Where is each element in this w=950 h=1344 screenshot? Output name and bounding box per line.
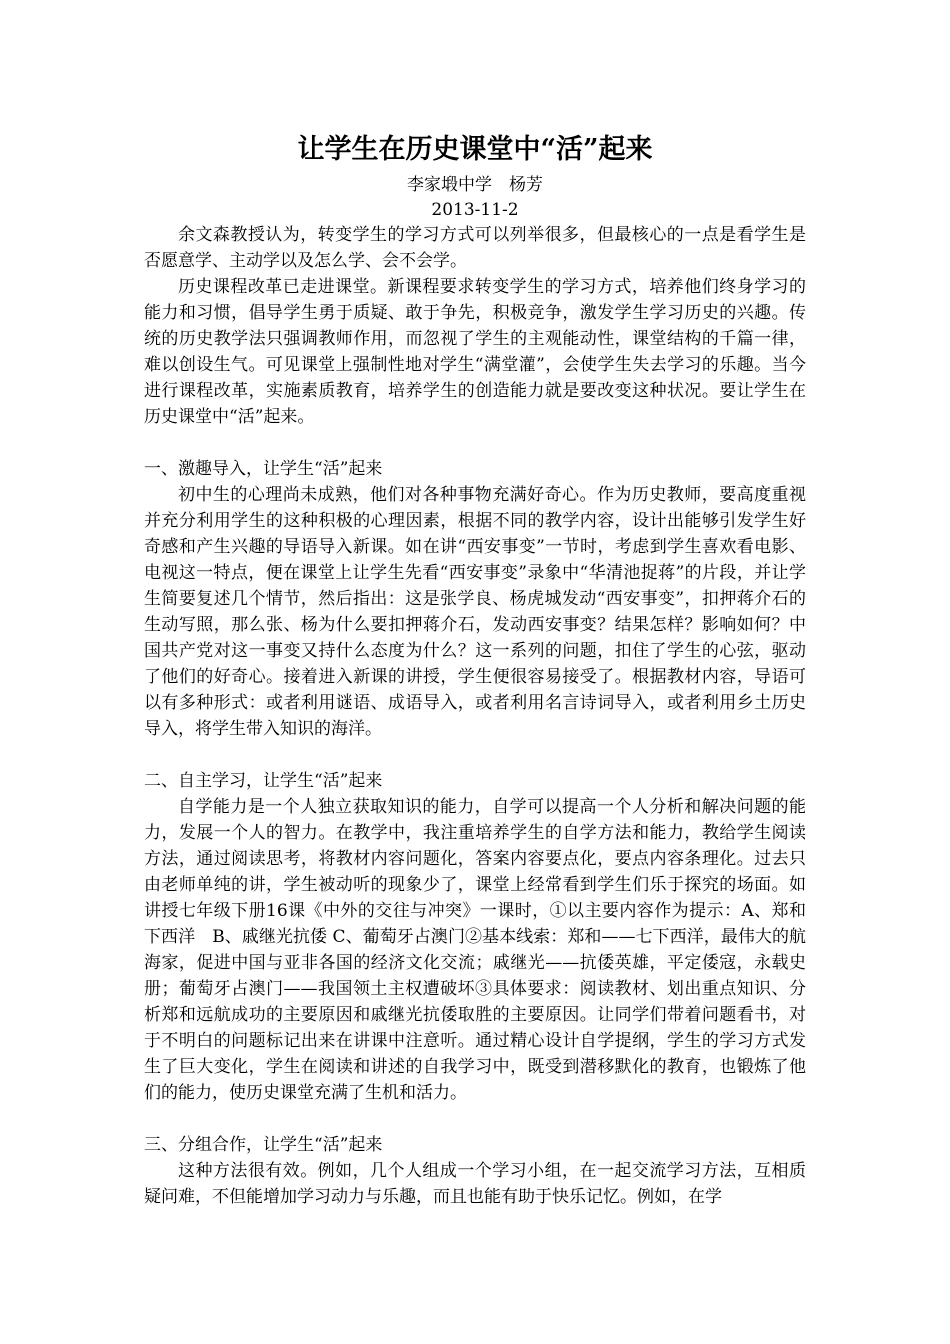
section-paragraph: 这种方法很有效。例如，几个人组成一个学习小组，在一起交流学习方法，互相质疑问难，不但能增加学习动力与乐趣，而且也能有助于快乐记忆。例如，在学 [144,1161,806,1207]
author-line: 李家塅中学 杨芳 [407,175,543,195]
date-line: 2013-11-2 [431,200,519,220]
intro-paragraph: 历史课程改革已走进课堂。新课程要求转变学生的学习方式，培养他们终身学习的能力和习惯，倡导学生勇于质疑、敢于争先，积极竞争，激发学生学习历史的兴趣。传统的历史教学法只强调教师作用，而忽视了学生的主观能动性，课堂结构的千篇一律，难以创设生气。可见课堂上强制性地对学生“满堂灌”，会使学生失去学习的乐趣。当今进行课程改革，实施素质教育，培养学生的创造能力就是要改变这种状况。要让学生在历史课堂中“活”起来。 [144,277,806,427]
section-heading: 二、自主学习，让学生“活”起来 [144,771,383,791]
section-heading: 一、激趣导入，让学生“活”起来 [144,459,383,479]
section-paragraph: 初中生的心理尚未成熟，他们对各种事物充满好奇心。作为历史教师，要高度重视并充分利用学生的这种积极的心理因素，根据不同的教学内容，设计出能够引发学生好奇感和产生兴趣的导语导入新课。如在讲“西安事变”一节时，考虑到学生喜欢看电影、电视这一特点，便在课堂上让学生先看“西安事变”录象中“华清池捉蒋”的片段，并让学生简要复述几个情节，然后指出：这是张学良、杨虎城发动“西安事变”，扣押蒋介石的生动写照，那么张、杨为什么要扣押蒋介石，发动西安事变？结果怎样？影响如何？中国共产党对这一事变又持什么态度为什么？这一系列的问题，扣住了学生的心弦，驱动了他们的好奇心。接着进入新课的讲授，学生便很容易接受了。根据教材内容，导语可以有多种形式：或者利用谜语、成语导入，或者利用名言诗词导入，或者利用乡土历史导入，将学生带入知识的海洋。 [144,485,806,739]
intro-paragraph: 余文森教授认为，转变学生的学习方式可以列举很多，但最核心的一点是看学生是否愿意学、主动学以及怎么学、会不会学。 [144,225,806,271]
section-heading: 三、分组合作，让学生“活”起来 [144,1135,383,1155]
section-paragraph: 自学能力是一个人独立获取知识的能力，自学可以提高一个人分析和解决问题的能力，发展一个人的智力。在教学中，我注重培养学生的自学方法和能力，教给学生阅读方法，通过阅读思考，将教材内容问题化，答案内容要点化，要点内容条理化。过去只由老师单纯的讲，学生被动听的现象少了，课堂上经常看到学生们乐于探究的场面。如讲授七年级下册16课《中外的交往与冲突》一课时，①以主要内容作为提示：A、郑和下西洋 B、戚继光抗倭 C、葡萄牙占澳门②基本线索：郑和——七下西洋，最伟大的航海家，促进中国与亚非各国的经济文化交流；戚继光——抗倭英雄，平定倭寇，永载史册；葡萄牙占澳门——我国领土主权遭破坏③具体要求：阅读教材、划出重点知识、分析郑和远航成功的主要原因和戚继光抗倭取胜的主要原因。让同学们带着问题看书，对于不明白的问题标记出来在讲课中注意听。通过精心设计自学提纲，学生的学习方式发生了巨大变化，学生在阅读和讲述的自我学习中，既受到潜移默化的教育，也锻炼了他们的能力，使历史课堂充满了生机和活力。 [144,797,806,1103]
document-title: 让学生在历史课堂中“活”起来 [297,134,653,165]
document-page [144,128,806,1210]
